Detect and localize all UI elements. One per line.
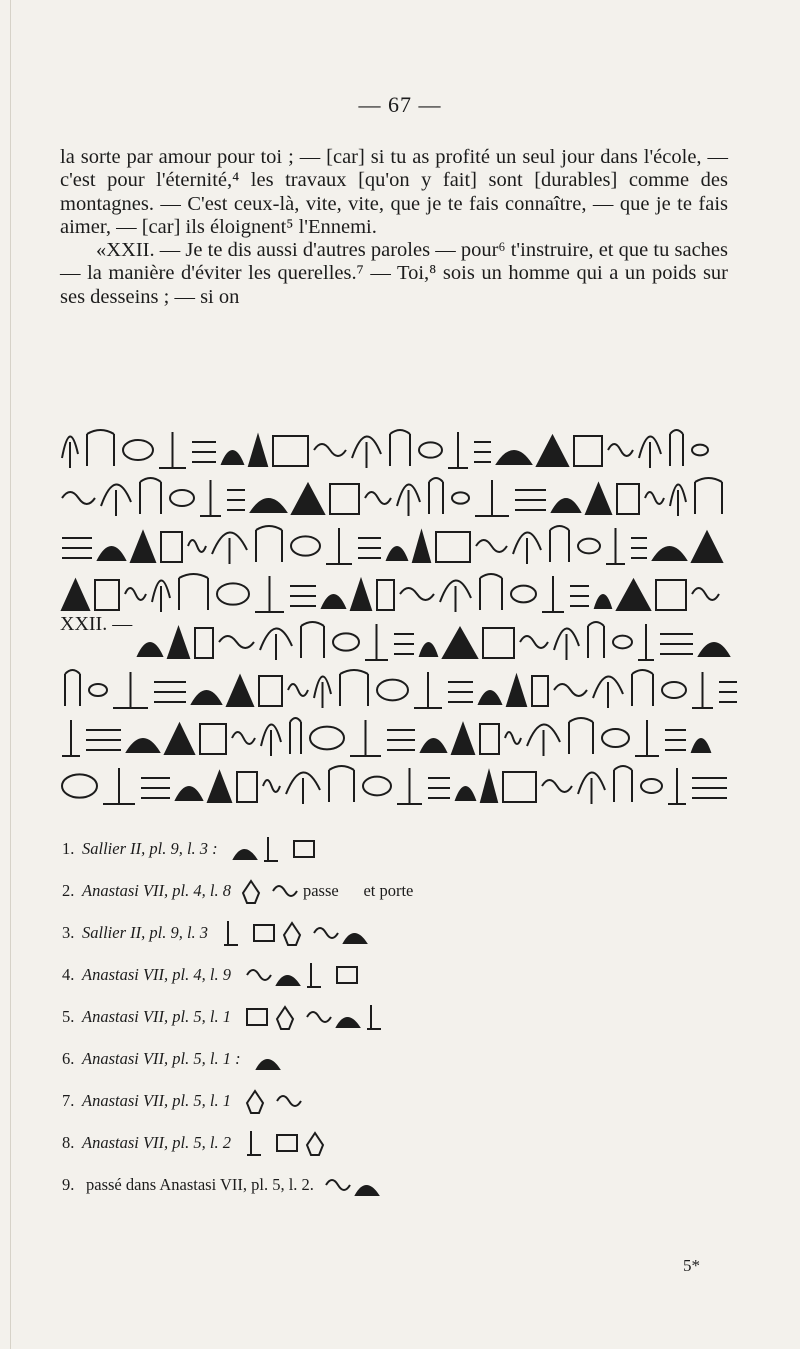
hieroglyph-sign	[292, 484, 324, 514]
hieroglyph-sign	[329, 766, 354, 802]
footnote-8	[62, 1122, 762, 1164]
hieroglyph-sign	[222, 451, 243, 464]
hieroglyph-sign	[635, 720, 659, 756]
footnote-source: Anastasi VII, pl. 5, l. 1	[82, 1091, 231, 1110]
paragraph-1: la sorte par amour pour toi ; — [car] si tu as profité un seul jour dans l'école, — c'est pour l'éternité,⁴ les travaux [qu'on y fait] sont [durables] comme des montagnes. — C'est ceux-là, vite, vite, que je te fais connaître, — que je te fais aimer, — [car] ils éloignent⁵ l'Ennemi.	[60, 146, 728, 238]
footnote-number: 5.	[62, 1007, 75, 1026]
hieroglyph-sign	[256, 526, 282, 562]
hieroglyph-sign	[195, 628, 213, 658]
hieroglyph-sign	[62, 720, 80, 756]
hieroglyph-sign	[480, 724, 499, 754]
hieroglyph-sign	[692, 778, 727, 798]
hieroglyph-sign	[480, 574, 502, 610]
hieroglyph-sign	[497, 451, 531, 464]
hieroglyph-sign	[632, 670, 653, 706]
hieroglyph-sign	[479, 691, 501, 704]
hieroglyph-sign	[192, 442, 216, 462]
hieroglyph-sign	[249, 436, 267, 466]
hieroglyph-sign	[101, 484, 131, 516]
hieroglyph-sign	[259, 676, 282, 706]
hieroglyph-sign	[656, 580, 686, 610]
hieroglyph-sign	[552, 499, 580, 512]
page-margin-line	[10, 0, 11, 1349]
hieroglyph-sign	[314, 444, 346, 456]
footnote-hieroglyphs	[243, 1083, 303, 1119]
hieroglyph-sign	[692, 672, 713, 708]
hieroglyph-line-label: XXII. —	[60, 613, 133, 635]
footnote-number: 7.	[62, 1091, 75, 1110]
hieroglyph-sign	[159, 432, 186, 468]
footnote-5	[62, 996, 762, 1038]
hieroglyph-sign	[588, 622, 604, 658]
hieroglyph-sign	[436, 532, 470, 562]
hieroglyph-sign	[288, 684, 308, 696]
hieroglyph-sign	[212, 532, 247, 564]
hieroglyph-sign	[232, 732, 255, 744]
hieroglyph-sign	[448, 432, 468, 468]
hieroglyph-sign	[419, 442, 442, 457]
body-text	[60, 146, 728, 309]
hieroglyph-sign	[421, 739, 446, 752]
footnote-hieroglyphs	[230, 831, 320, 867]
hieroglyph-sign	[452, 492, 469, 503]
hieroglyph-sign	[314, 676, 331, 708]
hieroglyph-sign	[670, 484, 686, 516]
hieroglyph-sign	[665, 730, 686, 750]
hieroglyph-sign	[62, 538, 92, 558]
signature-mark: 5*	[683, 1256, 700, 1275]
hieroglyph-sign	[326, 528, 352, 564]
hieroglyph-sign	[62, 774, 97, 797]
hieroglyph-sign	[645, 492, 664, 504]
hieroglyph-sign	[641, 779, 662, 793]
hieroglyph-sign	[692, 739, 710, 752]
hieroglyph-sign	[217, 583, 249, 604]
hieroglyph-sign	[365, 492, 391, 504]
hieroglyph-sign	[165, 724, 194, 754]
hieroglyph-sign	[595, 595, 611, 608]
hieroglyph-sign	[475, 480, 509, 516]
hieroglyph-sign	[699, 643, 729, 656]
hieroglyph-sign	[200, 480, 221, 516]
hieroglyph-sign	[578, 539, 600, 554]
hieroglyph-sign	[192, 691, 221, 704]
hieroglyph-sign	[413, 532, 430, 562]
hieroglyph-sign	[365, 624, 388, 660]
hieroglyph-sign	[387, 547, 407, 560]
hieroglyph-sign	[62, 436, 78, 468]
hieroglyph-sign	[638, 624, 654, 660]
hieroglyph-sign	[330, 484, 359, 514]
footnote-text: passe et porte	[302, 881, 414, 900]
hieroglyph-sign	[719, 682, 737, 702]
hieroglyph-sign	[631, 538, 647, 558]
hieroglyph-sign	[291, 536, 320, 555]
hieroglyph-sign	[208, 772, 231, 802]
hieroglyph-sign	[520, 636, 548, 648]
footnote-hieroglyphs	[220, 915, 370, 951]
hieroglyph-sign	[617, 484, 639, 514]
hieroglyph-sign	[333, 633, 359, 650]
footnote-3	[62, 912, 762, 954]
hieroglyph-sign	[188, 540, 206, 552]
hieroglyph-sign	[542, 576, 564, 612]
hieroglyph-sign	[65, 670, 80, 706]
hieroglyph-sign	[578, 772, 605, 804]
hieroglyph-sign	[86, 730, 121, 750]
hieroglyph-sign	[141, 778, 170, 798]
hieroglyph-sign	[377, 580, 394, 610]
footnote-hieroglyphs	[322, 1167, 382, 1203]
hieroglyph-sign	[569, 718, 593, 754]
hieroglyph-sign	[62, 492, 95, 504]
hieroglyph-sign	[340, 670, 368, 706]
hieroglyph-sign	[692, 532, 722, 562]
hieroglyph-sign	[387, 730, 415, 750]
hieroglyph-sign	[98, 547, 125, 560]
hieroglyph-sign	[554, 628, 579, 660]
hieroglyph-sign	[127, 739, 159, 752]
hieroglyph-sign	[290, 718, 301, 754]
hieroglyph-sign	[614, 766, 632, 802]
hieroglyph-sign	[263, 780, 280, 792]
hieroglyph-sign	[123, 440, 153, 460]
hieroglyph-sign	[639, 436, 661, 468]
hieroglyph-sign	[505, 732, 521, 744]
footnote-source: Sallier II, pl. 9, l. 3	[82, 923, 209, 942]
hieroglyph-sign	[483, 628, 514, 658]
footnote-number: 6.	[62, 1049, 75, 1068]
footnote-source: Sallier II, pl. 9, l. 3 :	[82, 839, 218, 858]
footnote-7	[62, 1080, 762, 1122]
hieroglyph-sign	[95, 580, 119, 610]
hieroglyph-sign	[103, 768, 135, 804]
hieroglyph-sign	[394, 634, 414, 654]
footnote-number: 4.	[62, 965, 75, 984]
hieroglyph-sign	[550, 526, 569, 562]
hieroglyph-sign	[515, 490, 546, 510]
footnote-hieroglyphs	[243, 957, 363, 993]
hieroglyphic-text-block	[58, 420, 748, 808]
hieroglyph-sign	[481, 772, 497, 802]
hieroglyph-sign	[420, 643, 437, 656]
hieroglyph-sign	[554, 684, 587, 696]
hieroglyph-sign	[351, 580, 371, 610]
hieroglyph-sign	[251, 499, 286, 512]
hieroglyph-sign	[179, 574, 208, 610]
hieroglyph-sign	[613, 636, 632, 649]
hieroglyph-sign	[586, 484, 611, 514]
footnote-hieroglyphs	[253, 1041, 283, 1077]
hieroglyph-sign	[237, 772, 257, 802]
footnote-2	[62, 870, 762, 912]
hieroglyph-sign	[400, 588, 434, 600]
hieroglyph-sign	[161, 532, 182, 562]
hieroglyph-sign	[261, 724, 281, 756]
footnote-source: Anastasi VII, pl. 5, l. 1 :	[82, 1049, 241, 1068]
hieroglyph-sign	[255, 576, 284, 612]
hieroglyph-sign	[176, 787, 202, 800]
hieroglyph-sign	[200, 724, 226, 754]
hieroglyph-sign	[428, 778, 450, 798]
hieroglyph-sign	[542, 780, 572, 792]
hieroglyph-sign	[170, 490, 194, 506]
hieroglyph-sign	[660, 634, 693, 654]
hieroglyph-sign	[363, 777, 391, 796]
footnote-source: Anastasi VII, pl. 4, l. 9	[82, 965, 231, 984]
hieroglyph-sign	[290, 586, 316, 606]
hieroglyph-sign	[168, 628, 189, 658]
hieroglyph-sign	[692, 588, 719, 600]
hieroglyph-sign	[377, 680, 408, 701]
hieroglyph-sign	[670, 430, 683, 466]
footnote-source: Anastasi VII, pl. 5, l. 1	[82, 1007, 231, 1026]
hieroglyph-sign	[350, 720, 381, 756]
hieroglyph-sign	[440, 580, 471, 612]
hieroglyph-sign	[532, 676, 548, 706]
hieroglyph-sign	[606, 528, 625, 564]
paragraph-2: «XXII. — Je te dis aussi d'autres paroles — pour⁶ t'instruire, et que tu saches — la manière d'éviter les querelles.⁷ — Toi,⁸ sois un homme qui a un poids sur ses desseins ; — si on	[60, 239, 728, 308]
hieroglyph-sign	[390, 430, 410, 466]
footnote-9	[62, 1164, 762, 1206]
hieroglyph-sign	[608, 444, 633, 456]
hieroglyph-sign	[397, 768, 422, 804]
hieroglyph-sign	[537, 436, 568, 466]
hieroglyph-sign	[662, 682, 686, 698]
hieroglyph-sign	[397, 484, 420, 516]
footnote-number: 2.	[62, 881, 75, 900]
hieroglyph-sign	[507, 676, 526, 706]
footnote-number: 9.	[62, 1175, 75, 1194]
footnotes	[62, 828, 762, 1206]
footnote-4	[62, 954, 762, 996]
hieroglyph-sign	[617, 580, 650, 610]
hieroglyph-sign	[125, 588, 146, 600]
hieroglyph-lines	[58, 420, 748, 808]
hieroglyph-sign	[273, 436, 308, 466]
hieroglyph-sign	[414, 672, 442, 708]
hieroglyph-sign	[527, 724, 560, 756]
hieroglyph-sign	[574, 436, 602, 466]
hieroglyph-sign	[322, 595, 345, 608]
page-number: — 67 —	[358, 92, 442, 117]
hieroglyph-sign	[593, 676, 623, 708]
hieroglyph-sign	[668, 768, 686, 804]
footnote-hieroglyphs	[243, 999, 393, 1035]
footnote-text: passé dans Anastasi VII, pl. 5, l. 2.	[86, 1175, 314, 1194]
hieroglyph-sign	[140, 478, 161, 514]
footnote-source: Anastasi VII, pl. 5, l. 2	[82, 1133, 231, 1152]
hieroglyph-sign	[570, 586, 589, 606]
hieroglyph-sign	[602, 729, 629, 747]
hieroglyph-sign	[286, 772, 320, 804]
hieroglyph-sign	[89, 684, 107, 696]
footnote-number: 3.	[62, 923, 75, 942]
footnote-hieroglyphs	[239, 873, 299, 909]
hieroglyph-sign	[476, 540, 507, 552]
hieroglyph-sign	[131, 532, 155, 562]
footnote-hieroglyphs	[243, 1125, 333, 1161]
hieroglyph-sign	[653, 547, 686, 560]
hieroglyph-sign	[227, 676, 253, 706]
hieroglyph-sign	[695, 478, 722, 514]
hieroglyph-sign	[429, 478, 443, 514]
hieroglyph-sign	[503, 772, 536, 802]
hieroglyph-sign	[352, 436, 381, 468]
hieroglyph-sign	[219, 636, 254, 648]
hieroglyph-sign	[513, 532, 541, 564]
hieroglyph-sign	[452, 724, 474, 754]
hieroglyph-sign	[310, 727, 344, 750]
hieroglyph-sign	[456, 787, 475, 800]
hieroglyph-sign	[227, 490, 245, 510]
footnote-1	[62, 828, 762, 870]
hieroglyph-sign	[692, 445, 708, 456]
hieroglyph-sign	[358, 538, 381, 558]
hieroglyph-sign	[152, 580, 170, 612]
hieroglyph-sign	[138, 643, 162, 656]
hieroglyph-sign	[154, 682, 186, 702]
hieroglyph-sign	[62, 580, 89, 610]
hieroglyph-sign	[301, 622, 324, 658]
hieroglyph-sign	[443, 628, 477, 658]
hieroglyph-sign	[87, 430, 114, 466]
footnote-number: 8.	[62, 1133, 75, 1152]
footnote-6	[62, 1038, 762, 1080]
hieroglyph-sign	[474, 442, 491, 462]
hieroglyph-sign	[113, 672, 148, 708]
hieroglyph-sign	[260, 628, 292, 660]
footnote-source: Anastasi VII, pl. 4, l. 8	[82, 881, 231, 900]
footnote-number: 1.	[62, 839, 75, 858]
hieroglyph-sign	[511, 586, 536, 603]
hieroglyph-sign	[448, 682, 473, 702]
